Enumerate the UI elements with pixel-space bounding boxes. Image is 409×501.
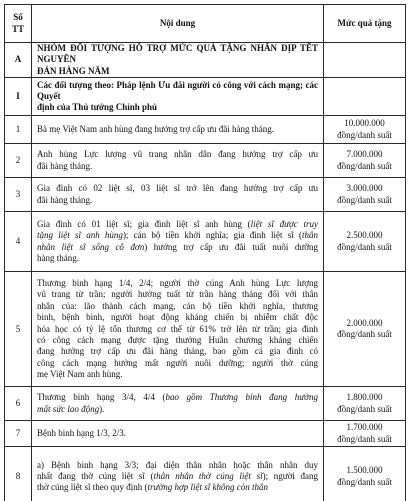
content-text: hóa học có tỷ lệ tổn thương cơ thể từ 61% trở lên từ trần; gia đình: [37, 323, 318, 334]
content-text: thờ cúng liệt sĩ theo quy định (: [37, 482, 148, 493]
content-line: [37, 161, 318, 172]
row-content: [32, 212, 324, 272]
row-number: 1: [5, 116, 32, 144]
header-content: Nội dung: [32, 5, 324, 43]
content-italic-text: nhân liệt sĩ sống cô đơn: [37, 241, 145, 252]
content-italic-text: thân: [302, 230, 319, 241]
table-row: [5, 387, 406, 421]
row-content: [32, 447, 324, 501]
row-content: [32, 144, 324, 178]
content-text: binh, bệnh binh, người hoạt động kháng chiến bị nhiễm chất độc: [37, 312, 318, 323]
row-content: [32, 178, 324, 212]
content-italic-text: tặng liệt sĩ anh hùng: [37, 230, 123, 241]
content-line: [37, 369, 318, 380]
row-amount-cell: [324, 116, 406, 144]
content-line: [37, 346, 318, 357]
row-number: 4: [5, 212, 32, 272]
content-text: ).: [99, 403, 105, 414]
row-amount-cell: [324, 447, 406, 501]
row-number: 5: [5, 272, 32, 387]
content-text: Anh hùng Lực lượng vũ trang nhân dân đang hưởng trợ cấp ưu: [37, 149, 318, 160]
content-text: Bệnh binh hạng 1/3, 2/3.: [37, 428, 126, 439]
row-number: 7: [5, 421, 32, 447]
content-line: [37, 301, 318, 312]
content-italic-text: trường hợp liệt sĩ không còn thân: [147, 482, 269, 493]
gift-unit: đồng/danh suất: [337, 476, 392, 487]
row-number: 6: [5, 387, 32, 421]
content-line: [37, 66, 318, 77]
row-amount-cell: [324, 387, 406, 421]
header-stt-line2: TT: [11, 23, 24, 34]
gift-amount: 2.000.000: [346, 317, 383, 328]
content-line: [37, 289, 318, 300]
content-line: [37, 324, 318, 335]
row-amount-cell: [324, 43, 406, 78]
row-content: [32, 421, 324, 447]
content-text: a) Bệnh binh hạng 3/3; đại diện thân nhân hoặc thân nhân duy: [37, 459, 318, 470]
table-row: [5, 421, 406, 447]
gift-unit: đồng/danh suất: [337, 194, 392, 205]
content-line: [37, 404, 318, 415]
row-number: A: [5, 43, 32, 78]
row-amount-cell: [324, 78, 406, 116]
table-row: [5, 43, 406, 78]
row-amount-cell: [324, 178, 406, 212]
content-text: Thương binh hạng 3/4, 4/4 (: [37, 392, 166, 403]
row-amount-cell: [324, 421, 406, 447]
gift-amount: 2.500.000: [346, 230, 383, 241]
gift-unit: đồng/danh suất: [337, 403, 392, 414]
content-line: [37, 102, 318, 113]
content-text: nhân của: lão thành cách mạng, cán bộ tiền khởi nghĩa, thương: [37, 300, 318, 311]
content-text: đang hưởng trợ cấp ưu đãi hàng tháng, bao gồm cả gia đình có: [37, 346, 318, 357]
content-text: hàng tháng.: [37, 253, 79, 264]
row-number: 8: [5, 447, 32, 501]
content-text: NHÓM ĐỐI TƯỢNG HỖ TRỢ MỨC QUÀ TẶNG NHÂN DỊP TẾT NGUYÊN: [37, 43, 318, 65]
table-row: [5, 212, 406, 272]
content-line: [37, 278, 318, 289]
gift-unit: đồng/danh suất: [337, 433, 392, 444]
content-line: [37, 183, 318, 194]
header-stt-line1: Số: [13, 12, 23, 23]
content-text: ); người đang: [262, 471, 318, 482]
gift-level-table: [4, 4, 406, 501]
content-line: [37, 253, 318, 264]
content-text: Các đối tượng theo: Pháp lệnh Ưu đãi người có công với cách mạng; các Quyết: [37, 79, 318, 102]
content-line: [37, 335, 318, 346]
table-row: [5, 178, 406, 212]
row-number: 3: [5, 178, 32, 212]
content-line: [37, 312, 318, 323]
table-row: [5, 116, 406, 144]
row-content: [32, 272, 324, 387]
gift-amount: 3.000.000: [346, 183, 383, 194]
content-text: ) hưởng trợ cấp ưu đãi tuất nuôi dưỡng: [144, 241, 318, 252]
row-content: [32, 43, 324, 78]
content-text: có công cách mạng được tặng thưởng Huân chương kháng chiến: [37, 334, 318, 345]
content-text: nhất đang thờ cúng liệt sĩ (: [37, 471, 154, 482]
row-amount-cell: [324, 144, 406, 178]
gift-amount: 7.000.000: [346, 149, 383, 160]
content-line: [37, 460, 318, 471]
content-text: Bà mẹ Việt Nam anh hùng đang hưởng trợ cấp ưu đãi hàng tháng.: [37, 124, 275, 135]
content-line: [37, 471, 318, 482]
row-number: I: [5, 78, 32, 116]
row-content: [32, 78, 324, 116]
gift-unit: đồng/danh suất: [337, 129, 392, 140]
content-line: [37, 80, 318, 103]
content-text: mẹ Việt Nam anh hùng.: [37, 369, 123, 380]
content-italic-text: mất sức lao động: [37, 403, 100, 414]
content-line: [37, 195, 318, 206]
content-text: vũ trang từ trần; người hưởng tuất từ trần hàng tháng đối với thân: [37, 289, 318, 300]
content-line: [37, 230, 318, 241]
table-row: [5, 447, 406, 501]
content-line: [37, 219, 318, 230]
gift-unit: đồng/danh suất: [337, 241, 392, 252]
content-line: [37, 358, 318, 369]
content-text: Gia đình có 01 liệt sĩ; gia đình liệt sĩ anh hùng (: [37, 218, 251, 229]
row-content: [32, 387, 324, 421]
gift-unit: đồng/danh suất: [337, 160, 392, 171]
content-text: đãi hàng tháng.: [37, 194, 93, 205]
table-row: [5, 272, 406, 387]
content-text: đãi hàng tháng.: [37, 160, 93, 171]
content-line: [37, 124, 318, 135]
gift-amount: 1.700.000: [346, 422, 383, 433]
content-text: ); cán bộ tiền khởi nghĩa; gia đình liệt sĩ (: [122, 230, 302, 241]
gift-amount: 1.500.000: [346, 465, 383, 476]
content-italic-text: liệt sĩ được truy: [250, 218, 319, 229]
content-text: Thương binh hạng 1/4, 2/4; người thờ cúng Anh hùng Lực lượng: [37, 277, 318, 288]
gift-amount: 10.000.000: [344, 118, 385, 129]
table-row: [5, 144, 406, 178]
table-row: [5, 78, 406, 116]
content-line: [37, 242, 318, 253]
content-italic-text: thân nhân thờ cúng liệt sĩ: [153, 471, 263, 482]
content-text: công cách mạng hưởng mất người nuôi dưỡng; người thờ cúng: [37, 357, 318, 368]
table-header-row: [5, 5, 406, 43]
content-text: định của Thủ tướng Chính phủ: [37, 102, 158, 113]
gift-amount: 1.800.000: [346, 392, 383, 403]
header-stt: [5, 5, 32, 43]
row-amount-cell: [324, 212, 406, 272]
content-line: [37, 428, 318, 439]
row-amount-cell: [324, 272, 406, 387]
content-line: [37, 43, 318, 66]
content-line: [37, 149, 318, 160]
content-text: Gia đình có 02 liệt sĩ, 03 liệt sĩ trở lên đang hưởng trợ cấp ưu: [37, 183, 318, 194]
gift-unit: đồng/danh suất: [337, 329, 392, 340]
content-text: ĐÁN HÀNG NĂM: [37, 65, 110, 76]
row-content: [32, 116, 324, 144]
content-line: [37, 482, 318, 493]
content-italic-text: bao gồm Thương binh đang hưởng: [165, 392, 318, 403]
header-amount: Mức quà tặng: [324, 5, 406, 43]
content-line: [37, 392, 318, 403]
row-number: 2: [5, 144, 32, 178]
